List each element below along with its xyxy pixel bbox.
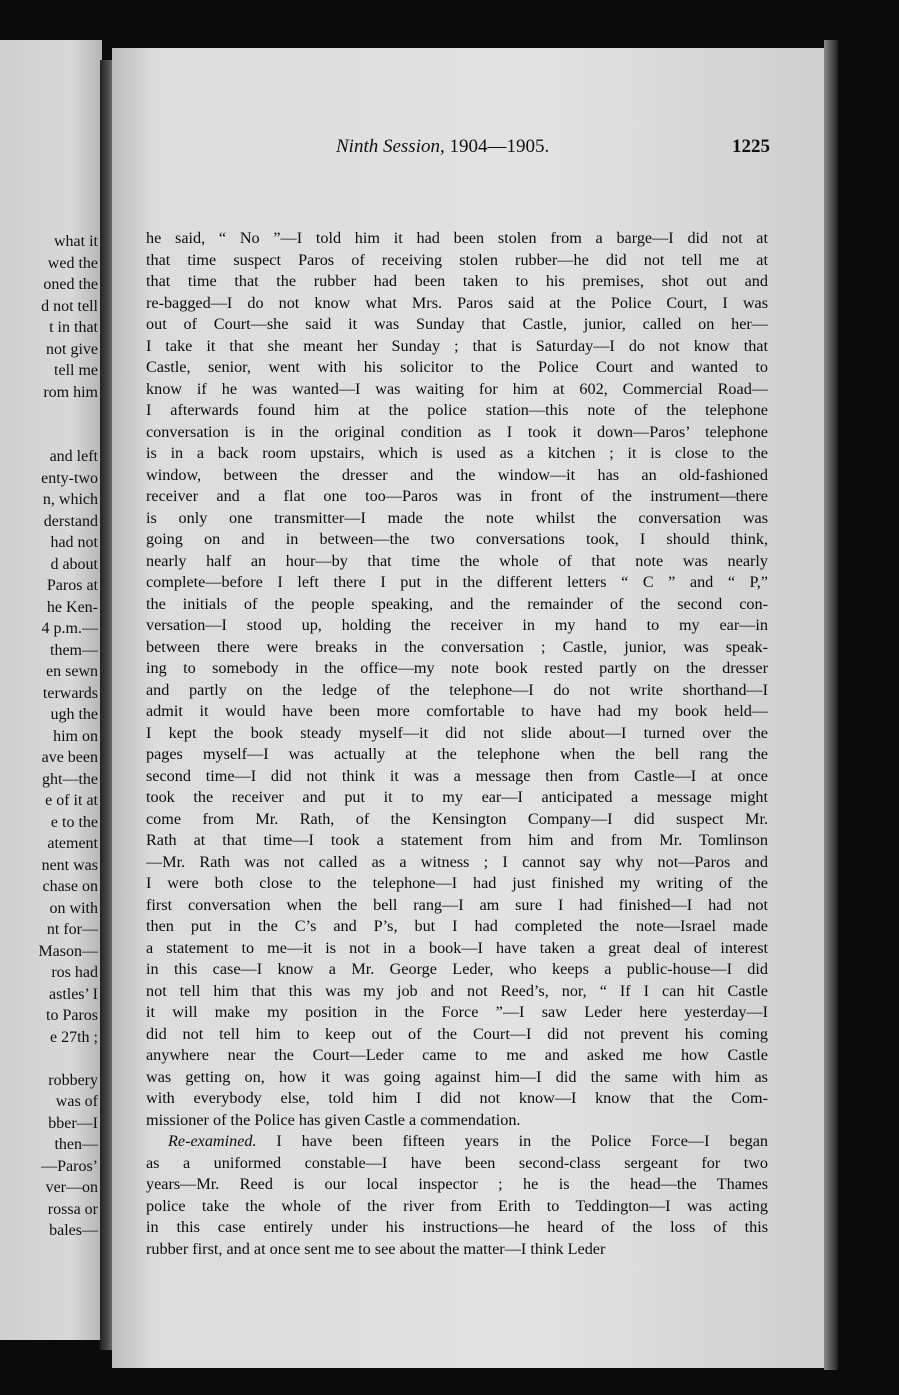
text-line: re-bagged—I do not know what Mrs. Paros said at the Police Court, I was xyxy=(146,293,768,312)
facing-page-fragment: ros had xyxy=(51,964,98,981)
facing-page-fragment: e 27th ; xyxy=(50,1028,98,1046)
text-line: years—Mr. Reed is our local inspector ; he is the head—the Thames xyxy=(146,1175,768,1193)
text-line: he said, “ No ”—I told him it had been stolen from a barge—I did not at xyxy=(146,229,768,247)
text-line: out of Court—she said it was Sunday that Castle, junior, called on her— xyxy=(146,315,768,333)
text-line: come from Mr. Rath, of the Kensington Company—I did suspect Mr. xyxy=(146,809,768,828)
facing-page-fragment: bales— xyxy=(49,1222,98,1239)
facing-page-fragment: atement xyxy=(47,835,98,852)
running-header xyxy=(330,136,770,160)
text-line: and partly on the ledge of the telephone—I do not write shorthand—I xyxy=(146,680,768,699)
facing-page-fragment: e of it at xyxy=(45,792,98,809)
facing-page-fragment: on with xyxy=(49,899,98,917)
text-line: nearly half an hour—by that time the whole of that note was nearly xyxy=(146,551,768,570)
facing-page-fragment: t in that xyxy=(49,319,98,336)
text-line: window, between the dresser and the window—it has an old-fashioned xyxy=(146,465,768,484)
facing-page-fragment: nt for— xyxy=(46,921,98,938)
text-line: missioner of the Police has given Castle a commendation. xyxy=(146,1110,521,1129)
facing-page-fragment: e to the xyxy=(50,813,98,831)
text-line: it will make my position in the Force ”—I saw Leder here yesterday—I xyxy=(146,1003,768,1021)
facing-page-fragment: to Paros xyxy=(46,1007,98,1024)
reexamined-label: Re-examined. xyxy=(168,1132,257,1150)
text-line: first conversation when the bell rang—I am sure I had finished—I had not xyxy=(146,895,768,914)
text-line: that time suspect Paros of receiving stolen rubber—he did not tell me at xyxy=(146,250,768,269)
facing-page-fragment: d about xyxy=(50,555,98,573)
text-line: Rath at that time—I took a statement from him and from Mr. Tomlinson xyxy=(146,831,768,849)
facing-page-fragment: nent was xyxy=(41,856,98,874)
text-line: I kept the book steady myself—it did not slide about—I turned over the xyxy=(146,723,768,742)
facing-page-fragment: enty-two xyxy=(41,469,98,487)
text-line: receiver and a flat one too—Paros was in front of the instrument—there xyxy=(146,487,768,505)
text-line: —Mr. Rath was not called as a witness ; I cannot say why not—Paros and xyxy=(146,852,768,871)
text-line: did not tell him to keep out of the Court—I did not prevent his coming xyxy=(146,1024,768,1043)
text-line: in this case—I know a Mr. George Leder, who keeps a public-house—I did xyxy=(146,960,768,978)
session-title: Ninth Session, 1904—1905. xyxy=(336,136,550,157)
text-line: anywhere near the Court—Leder came to me and asked me how Castle xyxy=(146,1046,768,1064)
text-line: a statement to me—it is not in a book—I have taken a great deal of interest xyxy=(146,938,768,957)
text-line: second time—I did not think it was a message then from Castle—I at once xyxy=(146,766,768,785)
text-line: complete—before I left there I put in the different letters “ C ” and “ P,” xyxy=(146,573,768,591)
facing-page-fragment: ave been xyxy=(41,749,98,766)
text-line: ing to somebody in the office—my note book rested partly on the dresser xyxy=(146,659,768,677)
page-edge xyxy=(824,40,838,1370)
facing-page-fragment: was of xyxy=(55,1093,98,1110)
reexamined-text: I have been fifteen years in the Police Force—I began xyxy=(256,1132,768,1150)
facing-page-fragment: n, which xyxy=(42,491,98,508)
facing-page-fragment: derstand xyxy=(43,512,98,530)
text-line: I were both close to the telephone—I had just finished my writing of the xyxy=(146,874,768,892)
facing-page xyxy=(0,40,102,1340)
facing-page-fragment: not give xyxy=(46,340,98,358)
text-line: conversation is in the original condition as I took it down—Paros’ telephone xyxy=(146,422,768,441)
facing-page-fragment: Paros at xyxy=(46,577,98,594)
facing-page-fragment: oned the xyxy=(43,276,98,293)
text-line: rubber first, and at once sent me to see about the matter—I think Leder xyxy=(146,1239,606,1258)
facing-page-fragment: him on xyxy=(53,727,98,745)
text-line: pages myself—I was actually at the telephone when the bell rang the xyxy=(146,745,768,763)
facing-page-fragment: and left xyxy=(49,448,98,465)
facing-page-fragment: wed the xyxy=(47,254,98,272)
text-line: took the receiver and put it to my ear—I anticipated a message might xyxy=(146,788,768,806)
page-number: 1225 xyxy=(732,136,770,157)
facing-page-fragment: then— xyxy=(54,1136,98,1153)
text-line: know if he was wanted—I was waiting for him at 602, Commercial Road— xyxy=(146,379,768,398)
text-line: as a uniformed constable—I have been second-class sergeant for two xyxy=(146,1153,768,1172)
text-line: that time that the rubber had been taken to his premises, shot out and xyxy=(146,272,768,290)
facing-page-fragment: what it xyxy=(54,233,98,250)
text-line: is only one transmitter—I made the note whilst the conversation was xyxy=(146,508,768,527)
facing-page-fragment: ver—on xyxy=(45,1179,98,1196)
facing-page-fragment: chase on xyxy=(42,878,98,895)
facing-page-fragment: astles’ I xyxy=(48,985,98,1003)
text-line: in this case entirely under his instructions—he heard of the loss of this xyxy=(146,1218,768,1236)
text-line: Castle, senior, went with his solicitor to the Police Court and wanted to xyxy=(146,358,768,376)
facing-page-fragment: robbery xyxy=(48,1071,98,1089)
text-line: the initials of the people speaking, and the remainder of the second con- xyxy=(146,594,768,613)
text-line: I afterwards found him at the police station—this note of the telephone xyxy=(146,401,768,419)
facing-page-fragment: 4 p.m.— xyxy=(41,620,98,637)
facing-page-fragment: he Ken- xyxy=(46,598,98,616)
facing-page-fragment: rossa or xyxy=(47,1200,98,1218)
text-line: between there were breaks in the conversation ; Castle, junior, was speak- xyxy=(146,637,768,656)
facing-page-fragment: had not xyxy=(50,534,98,551)
facing-page-fragment: them— xyxy=(50,641,98,659)
text-line: versation—I stood up, holding the receiver in my hand to my ear—in xyxy=(146,616,768,634)
facing-page-fragment: d not tell xyxy=(41,297,98,315)
text-line: I take it that she meant her Sunday ; that is Saturday—I do not know that xyxy=(146,336,768,355)
text-line: then put in the C’s and P’s, but I had completed the note—Israel made xyxy=(146,917,768,935)
reexamined-first-line xyxy=(146,1131,768,1153)
facing-page-fragment: tell me xyxy=(54,362,98,379)
facing-page-fragment: ght—the xyxy=(42,770,98,788)
facing-page-fragment: Mason— xyxy=(38,942,98,960)
text-line: is in a back room upstairs, which is used as a kitchen ; it is close to the xyxy=(146,444,768,462)
text-line: was getting on, how it was going against him—I did the same with him as xyxy=(146,1067,768,1086)
page-body xyxy=(146,228,768,1260)
facing-page-fragment: —Paros’ xyxy=(41,1157,98,1175)
facing-page-fragment: bber—I xyxy=(48,1114,98,1132)
facing-page-fragment: terwards xyxy=(42,684,98,702)
facing-page-fragment: ugh the xyxy=(50,706,98,723)
text-line: going on and in between—the two conversations took, I should think, xyxy=(146,530,768,548)
text-line: police take the whole of the river from Erith to Teddington—I was acting xyxy=(146,1196,768,1215)
facing-page-fragment: rom him xyxy=(43,383,98,401)
facing-page-fragment: en sewn xyxy=(46,663,98,680)
text-line: admit it would have been more comfortable to have had my book held— xyxy=(146,702,768,720)
text-line: with everybody else, told him I did not know—I know that the Com- xyxy=(146,1089,768,1107)
text-line: not tell him that this was my job and not Reed’s, nor, “ If I can hit Castle xyxy=(146,981,768,1000)
